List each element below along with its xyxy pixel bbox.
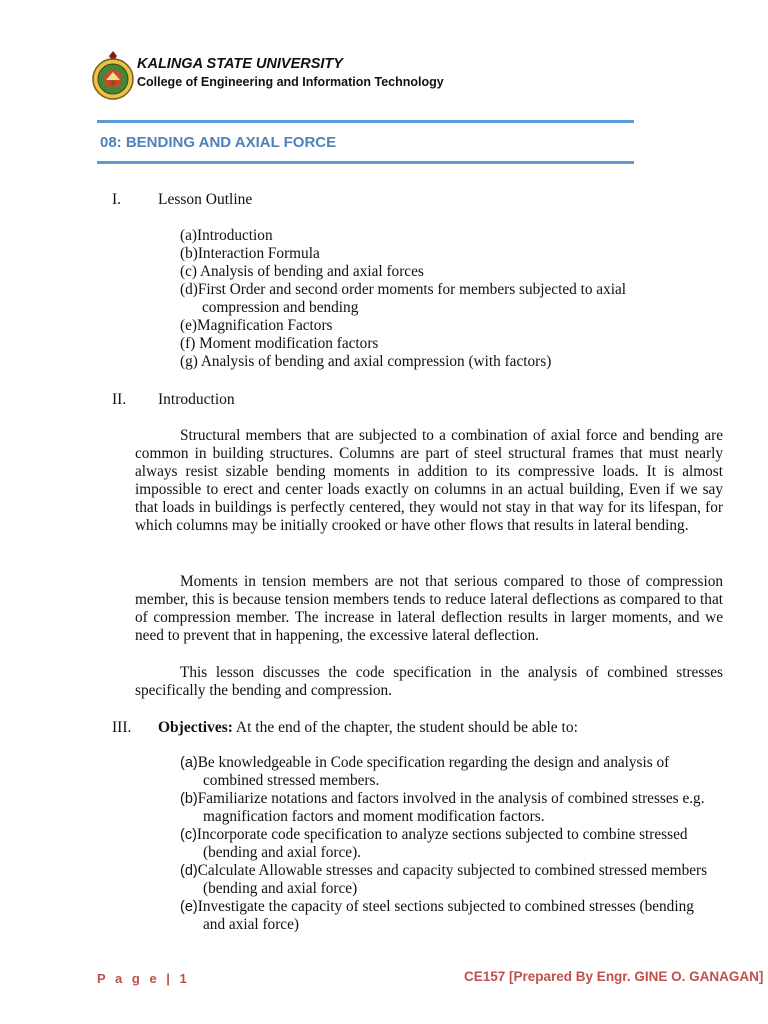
- objective-item: [180, 898, 710, 934]
- paragraph-text: Structural members that are subjected to a combination of axial force and bending are common in building structures. Columns are part of steel structural frames that must nearly always resist sizable bending moments in addition to its compressive loads. It is almost impossible to erect and center loads exactly on columns in an actual building, Even if we say that loads in buildings is perfectly centered, they would not stay in that way for its lifespan, for which columns may be initially crooked or have other flows that results in lateral bending.: [135, 427, 723, 534]
- objective-text: Be knowledgeable in Code specification regarding the design and analysis of combined stressed members.: [197, 754, 670, 789]
- outline-item: (e)Magnification Factors: [180, 317, 333, 334]
- section-numeral-outline: I.: [112, 191, 122, 208]
- outline-item: (a)Introduction: [180, 227, 273, 244]
- outline-item: (b)Interaction Formula: [180, 245, 320, 262]
- intro-paragraph-1: [135, 427, 723, 535]
- objectives-lead: At the end of the chapter, the student should be able to:: [232, 719, 578, 736]
- objective-marker: (e): [180, 899, 198, 915]
- intro-paragraph-3: [135, 664, 723, 700]
- college-name: College of Engineering and Information Technology: [137, 75, 444, 89]
- page-number-label: P a g e | 1: [97, 971, 190, 986]
- section-numeral-objectives: III.: [112, 719, 132, 736]
- objective-text: Familiarize notations and factors involved in the analysis of combined stresses e.g. magnification factors and moment modification factors.: [197, 790, 705, 825]
- objective-marker: (c): [180, 827, 197, 843]
- paragraph-text: Moments in tension members are not that serious compared to those of compression member, this is because tension members tends to reduce lateral deflections as compared to that of compression member. The increase in lateral deflection results in larger moments, and we need to prevent that in happening, the excessive lateral deflection.: [135, 573, 723, 644]
- document-title: 08: BENDING AND AXIAL FORCE: [100, 134, 337, 151]
- section-heading-outline: Lesson Outline: [158, 191, 253, 208]
- objective-item: [180, 790, 710, 826]
- section-heading-introduction: Introduction: [158, 391, 235, 408]
- outline-item: (g) Analysis of bending and axial compression (with factors): [180, 353, 552, 370]
- objective-item: [180, 826, 710, 862]
- paragraph-text: This lesson discusses the code specification in the analysis of combined stresses specifically the bending and compression.: [135, 664, 723, 699]
- intro-paragraph-2: [135, 573, 723, 645]
- section-heading-objectives: [158, 719, 578, 737]
- title-rule-top: [97, 120, 634, 123]
- footer-credit: CE157 [Prepared By Engr. GINE O. GANAGAN]: [464, 969, 764, 984]
- outline-item: (d)First Order and second order moments for members subjected to axial compression and bending: [180, 281, 627, 316]
- objective-item: [180, 862, 710, 898]
- objective-item: [180, 754, 710, 790]
- objective-text: Incorporate code specification to analyze sections subjected to combine stressed (bending and axial force).: [196, 826, 688, 861]
- objective-marker: (d): [180, 863, 198, 879]
- lesson-outline-list: [180, 227, 680, 371]
- university-name: KALINGA STATE UNIVERSITY: [137, 56, 343, 72]
- objectives-label: Objectives:: [158, 719, 233, 736]
- objective-marker: (a): [180, 755, 198, 771]
- objective-text: Investigate the capacity of steel sections subjected to combined stresses (bending and axial force): [197, 898, 694, 933]
- outline-item: (c) Analysis of bending and axial forces: [180, 263, 424, 280]
- university-seal-logo: [90, 50, 136, 100]
- section-numeral-introduction: II.: [112, 391, 127, 408]
- objectives-list: [180, 754, 710, 934]
- objective-text: Calculate Allowable stresses and capacity subjected to combined stressed members (bending and axial force): [197, 862, 708, 897]
- title-rule-bottom: [97, 161, 634, 164]
- outline-item: (f) Moment modification factors: [180, 335, 379, 352]
- objective-marker: (b): [180, 791, 198, 807]
